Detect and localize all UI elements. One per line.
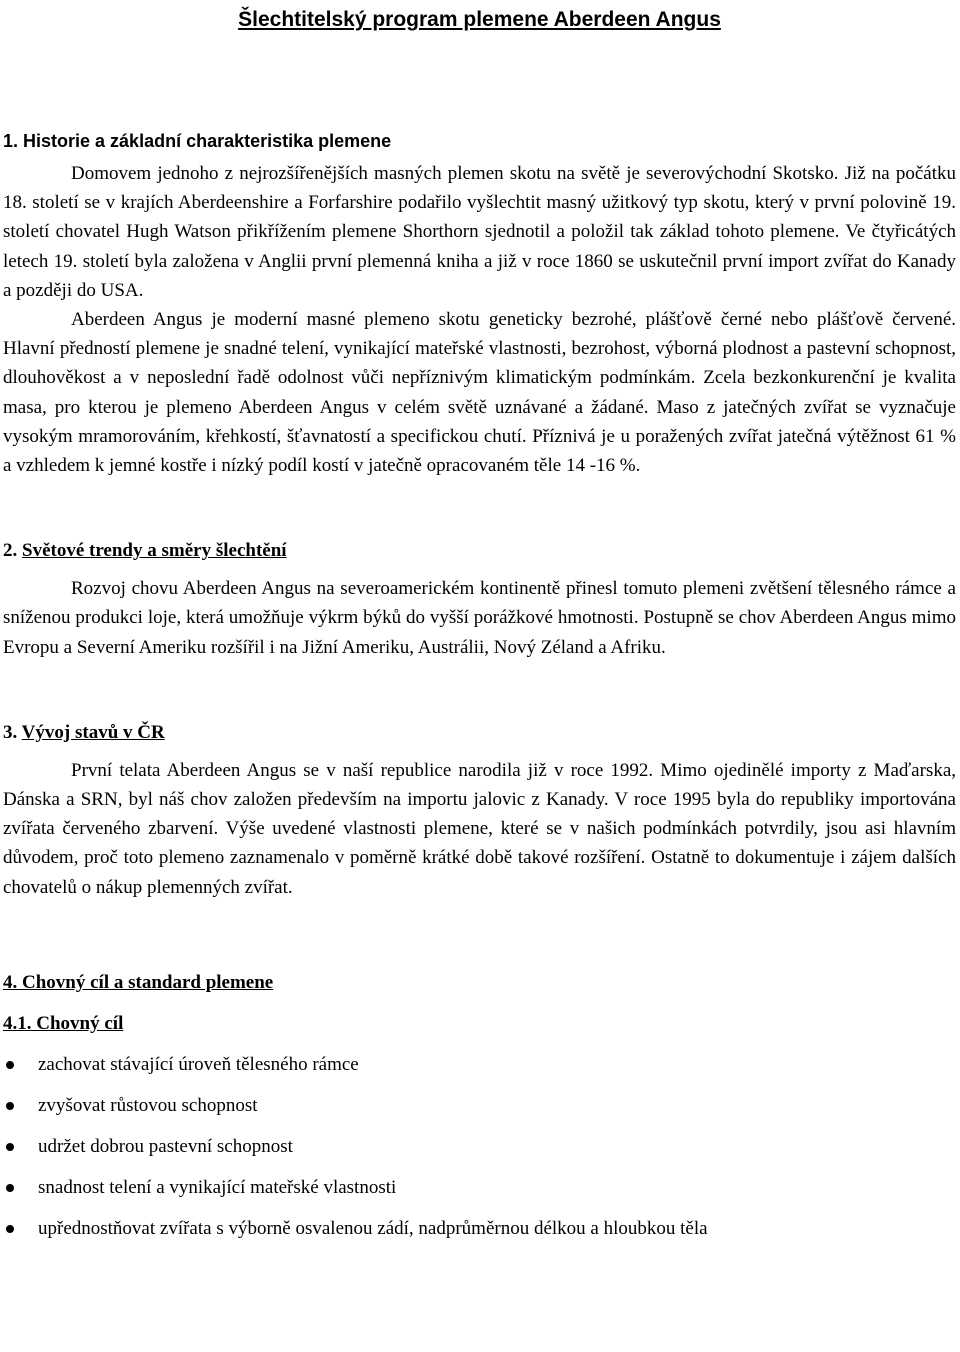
list-item-text: udržet dobrou pastevní schopnost: [38, 1135, 293, 1157]
section-2-number: 2.: [3, 540, 18, 562]
list-item: [3, 1050, 956, 1091]
list-item-text: upřednostňovat zvířata s výborně osvalenou zádí, nadprůměrnou délkou a hloubkou těla: [38, 1217, 708, 1239]
bullet-icon: [6, 1061, 14, 1069]
list-item: [3, 1091, 956, 1132]
section-1-heading: 1. Historie a základní charakteristika plemene: [3, 131, 392, 151]
document-title: Šlechtitelský program plemene Aberdeen Angus: [238, 8, 721, 31]
section-4-heading: 4. Chovný cíl a standard plemene: [3, 971, 274, 993]
section-3-heading: [3, 718, 956, 747]
bullet-icon: [6, 1184, 14, 1192]
section-4-1-heading: 4.1. Chovný cíl: [3, 1012, 124, 1034]
section-1-paragraph-1: Domovem jednoho z nejrozšířenějších masných plemen skotu na světě je severovýchodní Skotsko. Již na počátku 18. století se v krajích Aberdeenshire a Forfarshire podařilo vyšlechtit masný užitkový typ skotu, který v první polovině 19. století chovatel Hugh Watson přikřížením plemene Shorthorn sjednotil a položil tak základ tohoto plemene. Ve čtyřicátých letech 19. století byla založena v Anglii první plemenná kniha a již v roce 1860 se uskutečnil první import zvířat do Kanady a později do USA.: [3, 163, 956, 301]
bullet-icon: [6, 1143, 14, 1151]
section-3-number: 3.: [3, 721, 18, 743]
list-item: [3, 1214, 956, 1255]
section-2-heading: [3, 536, 956, 565]
section-3-paragraph: První telata Aberdeen Angus se v naší republice narodila již v roce 1992. Mimo ojedinělé importy z Maďarska, Dánska a SRN, byl náš chov založen především na importu jalovic z Kanady. V roce 1995 byla do republiky importována zvířata červeného zbarvení. Výše uvedené vlastnosti plemene, které se v našich podmínkách potvrdily, jsou asi hlavním důvodem, proč toto plemeno zaznamenalo v poměrně krátké době takové rozšíření. Ostatně to dokumentuje i zájem dalších chovatelů o nákup plemenných zvířat.: [3, 759, 956, 898]
list-item-text: snadnost telení a vynikající mateřské vlastnosti: [38, 1176, 397, 1198]
list-item-text: zvyšovat růstovou schopnost: [38, 1094, 258, 1116]
section-3-title: Vývoj stavů v ČR: [21, 721, 165, 743]
list-item-text: zachovat stávající úroveň tělesného rámce: [38, 1053, 359, 1075]
section-1-paragraph-2: Aberdeen Angus je moderní masné plemeno skotu geneticky bezrohé, plášťově černé nebo plášťově červené. Hlavní předností plemene je snadné telení, vynikající mateřské vlastnosti, bezrohost, výborná plodnost a pastevní schopnost, dlouhověkost a v neposlední řadě odolnost vůči nepříznivým klimatickým podmínkám. Zcela bezkonkurenční je kvalita masa, pro kterou je plemeno Aberdeen Angus v celém světě uznávané a žádané. Maso z jatečných zvířat se vyznačuje vysokým mramorováním, křehkostí, šťavnatostí a specifickou chutí. Příznivá je u poražených zvířat jatečná výtěžnost 61 % a vzhledem k jemné kostře i nízký podíl kostí v jatečně opracovaném těle 14 -16 %.: [3, 309, 956, 477]
list-item: [3, 1132, 956, 1173]
bullet-icon: [6, 1102, 14, 1110]
breeding-goal-list: [3, 1050, 956, 1255]
section-2-title: Světové trendy a směry šlechtění: [22, 540, 287, 562]
section-2-paragraph: Rozvoj chovu Aberdeen Angus na severoamerickém kontinentě přinesl tomuto plemeni zvětšení tělesného rámce a sníženou produkci loje, která umožňuje výkrm býků do vyšší porážkové hmotnosti. Postupně se chov Aberdeen Angus mimo Evropu a Severní Ameriku rozšířil i na Jižní Ameriku, Austrálii, Nový Zéland a Afriku.: [3, 578, 956, 658]
bullet-icon: [6, 1225, 14, 1233]
list-item: [3, 1173, 956, 1214]
